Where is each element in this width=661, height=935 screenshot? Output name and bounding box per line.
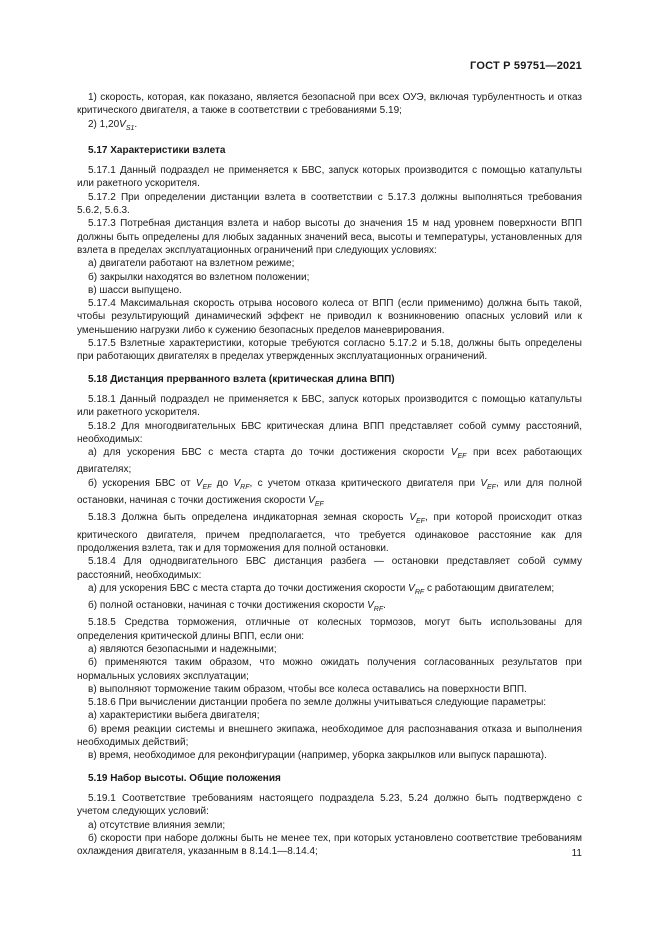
list-item: а) отсутствие влияния земли; (88, 819, 226, 831)
list-item: а) характеристики выбега двигателя; (88, 710, 260, 722)
paragraph: 5.18.6 При вычислении дистанции пробега по земле должны учитываться следующие параметры: (88, 697, 547, 709)
paragraph: 5.18.2 Для многодвигательных БВС критическая длина ВПП представляет собой сумму расстояний, необходимых: (77, 420, 582, 445)
list-item: в) время, необходимое для реконфигурации (например, уборка закрылков или выпуск парашюта). (88, 750, 547, 762)
list-item: б) ускорения БВС от $V_{EF}$ до $V_{RF}$, с учетом отказа критического двигателя при $V_{EF}$, или для полной остановки, начиная с точки достижения скорости $V_{EF}$ (77, 477, 582, 509)
paragraph: 5.18.5 Средства торможения, отличные от колесных тормозов, могут быть использованы для определения критической длины ВПП, если они: (77, 617, 582, 642)
section-heading: 5.18 Дистанция прерванного взлета (критическая длина ВПП) (88, 373, 395, 385)
standard-number: ГОСТ Р 59751—2021 (470, 60, 582, 72)
paragraph: 5.17.4 Максимальная скорость отрыва носового колеса от ВПП (если применимо) должна быть такой, чтобы результирующий динамический эффект не приводил к возникновению опасных условий или к уменьшению нагрузки либо к сужению безопасных пределов маневрирования. (77, 298, 582, 336)
paragraph: 5.17.1 Данный подраздел не применяется к БВС, запуск которых производится с помощью катапульты или ракетного ускорителя. (77, 165, 582, 190)
list-item: а) для ускорения БВС с места старта до точки достижения скорости $V_{EF}$ при всех работающих двигателях; (77, 447, 582, 476)
section-heading: 5.17 Характеристики взлета (88, 144, 226, 156)
list-item: в) выполняют торможение таким образом, чтобы все колеса оставались на поверхности ВПП. (88, 683, 527, 695)
list-item: б) скорости при наборе должны быть не менее тех, при которых установлено соответствие требованиям охлаждения двигателя, указанным в 8.14.1—8.14.4; (77, 832, 582, 858)
intro-item: 1) скорость, которая, как показано, является безопасной при всех ОУЭ, включая турбулентность и отказ критического двигателя, а также в соответствии с требованиями 5.19; (77, 92, 582, 117)
paragraph: 5.19.1 Соответствие требованиям настоящего подраздела 5.23, 5.24 должно быть подтверждено с учетом следующих условий: (77, 792, 582, 818)
list-item: б) применяются таким образом, что можно ожидать получения согласованных результатов при нормальных условиях эксплуатации; (77, 657, 582, 682)
paragraph: 5.18.1 Данный подраздел не применяется к БВС, запуск которых производится с помощью катапульты или ракетного ускорителя. (77, 393, 582, 419)
list-item: б) закрылки находятся во взлетном положении; (88, 271, 310, 283)
document-body (77, 91, 582, 858)
paragraph: 5.17.3 Потребная дистанция взлета и набор высоты до значения 15 м над уровнем поверхности ВПП должны быть определены для любых заданных значений веса, высоты и температуры, установленных для взлета в пределах эксплуатационных ограничений при следующих условиях: (77, 218, 582, 256)
list-item: б) время реакции системы и внешнего экипажа, необходимое для распознавания отказа и выполнения необходимых действий; (77, 723, 582, 749)
list-item: а) для ускорения БВС с места старта до точки достижения скорости $V_{RF}$ с работающим двигателем; (88, 582, 555, 596)
list-item: в) шасси выпущено. (88, 284, 182, 296)
section-heading: 5.19 Набор высоты. Общие положения (88, 772, 281, 784)
paragraph: 5.17.2 При определении дистанции взлета в соответствии с 5.17.3 должны выполняться требования 5.6.2, 5.6.3. (77, 191, 582, 217)
list-item: а) двигатели работают на взлетном режиме; (88, 258, 295, 270)
paragraph: 5.18.4 Для однодвигательного БВС дистанция разбега — остановки представляет собой сумму расстояний, необходимых: (77, 556, 582, 581)
intro-item: 2) $1,20V_{S1}$. (88, 118, 138, 132)
page-number: 11 (571, 848, 582, 859)
paragraph: 5.17.5 Взлетные характеристики, которые требуются согласно 5.17.2 и 5.18, должны быть определены при работающих двигателях в пределах утвержденных эксплуатационных ограничений. (77, 338, 582, 363)
list-item: а) являются безопасными и надежными; (88, 643, 277, 655)
list-item: б) полной остановки, начиная с точки достижения скорости $V_{RF}$. (88, 600, 386, 614)
paragraph: 5.18.3 Должна быть определена индикаторная земная скорость $V_{EF}$, при которой происходит отказ критического двигателя, причем предполагается, что требуется одинаковое расстояние как для продолжения взлета, так и для торможения для полной остановки. (77, 512, 582, 554)
